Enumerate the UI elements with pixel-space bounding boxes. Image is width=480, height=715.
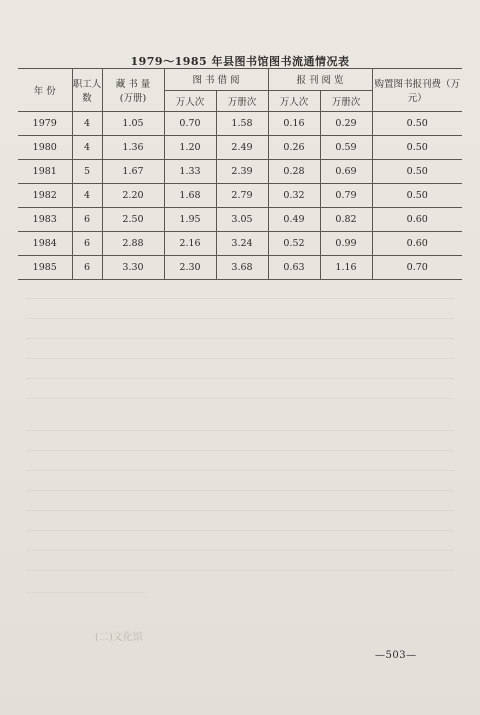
cell-lending-people: 1.33 [164,160,216,184]
table-title: 1979～1985 年县图书馆图书流通情况表 [130,55,350,68]
cell-periodicals-volumes: 1.16 [320,256,372,280]
cell-lending-volumes: 2.79 [216,184,268,208]
col-header-lending: 图 书 借 阅 [164,69,268,91]
cell-purchase-fee: 0.50 [372,184,462,208]
table-row [18,136,462,160]
cell-lending-volumes: 3.24 [216,232,268,256]
cell-holdings: 1.05 [102,112,164,136]
cell-periodicals-people: 0.63 [268,256,320,280]
cell-staff: 6 [72,208,102,232]
show-through-line [26,318,454,319]
cell-staff: 6 [72,232,102,256]
show-through-line [26,398,454,399]
cell-staff: 4 [72,136,102,160]
holdings-unit: (万册) [119,93,147,104]
table-row [18,208,462,232]
table-row [18,232,462,256]
cell-periodicals-people: 0.49 [268,208,320,232]
show-through-heading: (二)文化馆 [95,632,143,643]
show-through-line [26,338,454,339]
show-through-line [26,378,454,379]
col-header-periodicals-volumes: 万册次 [320,90,372,112]
table-row [18,256,462,280]
cell-lending-people: 2.30 [164,256,216,280]
cell-periodicals-people: 0.16 [268,112,320,136]
cell-periodicals-people: 0.32 [268,184,320,208]
cell-periodicals-volumes: 0.59 [320,136,372,160]
cell-periodicals-people: 0.28 [268,160,320,184]
cell-periodicals-volumes: 0.99 [320,232,372,256]
cell-lending-volumes: 2.39 [216,160,268,184]
show-through-line [26,430,454,431]
cell-periodicals-volumes: 0.29 [320,112,372,136]
cell-purchase-fee: 0.60 [372,208,462,232]
show-through-line [26,530,454,531]
cell-lending-people: 2.16 [164,232,216,256]
show-through-line [26,450,454,451]
cell-year: 1979 [18,112,72,136]
cell-lending-people: 0.70 [164,112,216,136]
cell-year: 1982 [18,184,72,208]
cell-purchase-fee: 0.70 [372,256,462,280]
cell-periodicals-people: 0.52 [268,232,320,256]
show-through-line [26,470,454,471]
cell-holdings: 2.50 [102,208,164,232]
cell-year: 1984 [18,232,72,256]
page-number: —503— [375,650,417,661]
cell-holdings: 3.30 [102,256,164,280]
cell-periodicals-people: 0.26 [268,136,320,160]
show-through-line [26,550,454,551]
cell-purchase-fee: 0.50 [372,136,462,160]
cell-lending-people: 1.68 [164,184,216,208]
cell-purchase-fee: 0.60 [372,232,462,256]
cell-year: 1981 [18,160,72,184]
show-through-line [26,592,146,593]
cell-holdings: 1.36 [102,136,164,160]
cell-lending-people: 1.95 [164,208,216,232]
table-row [18,160,462,184]
cell-lending-volumes: 3.05 [216,208,268,232]
col-header-staff: 职工人数 [72,69,102,112]
show-through-line [26,510,454,511]
cell-holdings: 2.88 [102,232,164,256]
col-header-periodicals: 报 刊 阅 览 [268,69,372,91]
show-through-line [26,358,454,359]
table-row [18,112,462,136]
cell-holdings: 1.67 [102,160,164,184]
col-header-periodicals-people: 万人次 [268,90,320,112]
cell-lending-volumes: 3.68 [216,256,268,280]
cell-periodicals-volumes: 0.82 [320,208,372,232]
cell-holdings: 2.20 [102,184,164,208]
cell-periodicals-volumes: 0.69 [320,160,372,184]
col-header-holdings [102,69,164,112]
col-header-year: 年 份 [18,69,72,112]
col-header-lending-people: 万人次 [164,90,216,112]
show-through-line [26,490,454,491]
cell-staff: 5 [72,160,102,184]
show-through-line [26,570,454,571]
cell-purchase-fee: 0.50 [372,112,462,136]
col-header-purchase: 购置图书报刊费（万元） [372,69,462,112]
cell-periodicals-volumes: 0.79 [320,184,372,208]
cell-year: 1985 [18,256,72,280]
cell-lending-volumes: 1.58 [216,112,268,136]
col-header-lending-volumes: 万册次 [216,90,268,112]
cell-lending-volumes: 2.49 [216,136,268,160]
cell-staff: 4 [72,184,102,208]
holdings-label: 藏 书 量 [115,79,151,90]
table-row [18,184,462,208]
cell-lending-people: 1.20 [164,136,216,160]
cell-year: 1983 [18,208,72,232]
show-through-line [26,298,454,299]
cell-year: 1980 [18,136,72,160]
library-circulation-table [18,68,462,280]
cell-purchase-fee: 0.50 [372,160,462,184]
cell-staff: 4 [72,112,102,136]
cell-staff: 6 [72,256,102,280]
